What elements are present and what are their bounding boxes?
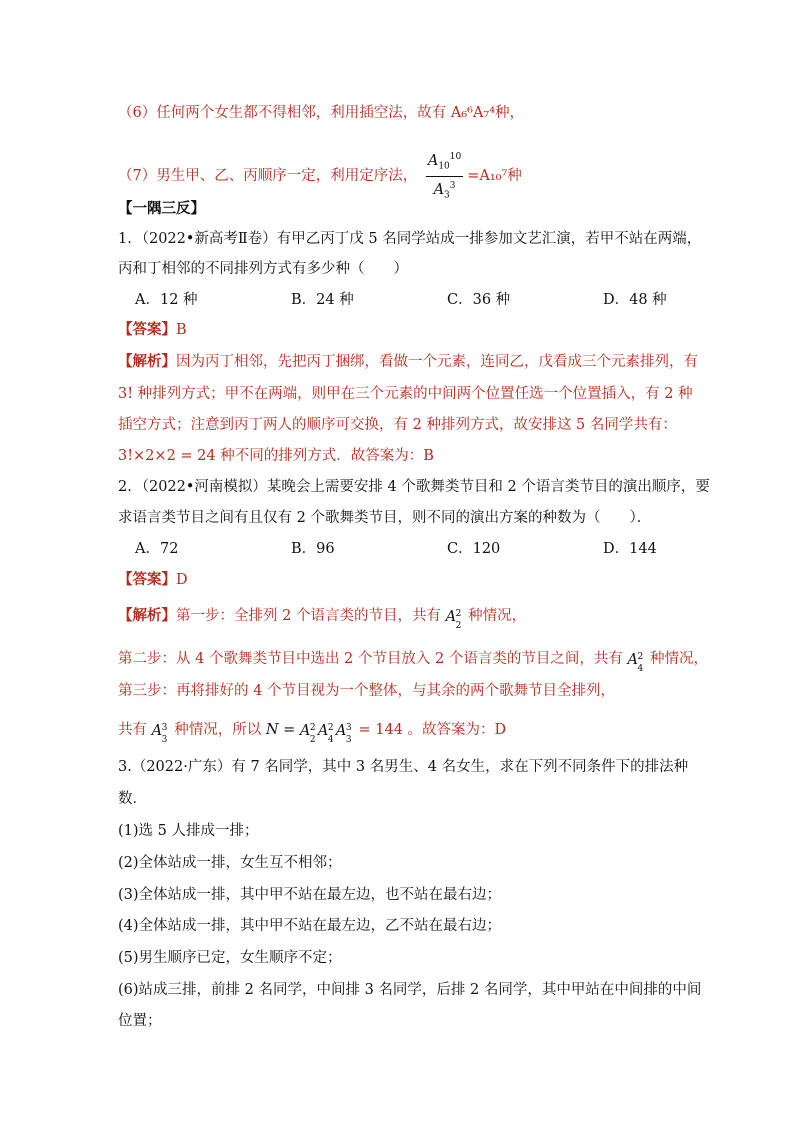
answer-label: 【答案】 bbox=[118, 321, 176, 338]
q1-option-d: D．48 种 bbox=[603, 292, 667, 308]
q3-item-6-cont: 位置； bbox=[118, 1013, 162, 1029]
q1-option-b: B．24 种 bbox=[291, 292, 354, 308]
fraction-denominator: $A_3^3$ bbox=[433, 180, 456, 201]
q3-item-5: (5)男生顺序已定，女生顺序不定； bbox=[118, 950, 342, 966]
q2-line-1: 2．（2022•河南模拟）某晚会上需要安排 4 个歌舞类节目和 2 个语言类节目的演出顺序，要 bbox=[118, 479, 710, 495]
q3-line-1: 3.（2022·广东）有 7 名同学，其中 3 名男生、4 名女生，求在下列不同条件下的排法种 bbox=[118, 759, 689, 775]
q1-analysis-2: 3! 种排列方式；甲不在两端，则甲在三个元素的中间两个位置任选一个位置插入，有 2 种 bbox=[118, 386, 693, 402]
analysis-label: 【解析】 bbox=[118, 353, 176, 370]
item-7-eq: =A₁₀⁷ bbox=[467, 168, 508, 185]
item-6 bbox=[118, 103, 524, 123]
q1-option-a: A．12 种 bbox=[135, 292, 198, 308]
q3-item-2: (2)全体站成一排，女生互不相邻； bbox=[118, 855, 342, 871]
q3-item-6: (6)站成三排，前排 2 名同学，中间排 3 名同学，后排 2 名同学，其中甲站在中间排的中间 bbox=[118, 982, 702, 998]
q2-line-2: 求语言类节目之间有且仅有 2 个歌舞类节目，则不同的演出方案的种数为（ ）． bbox=[118, 510, 652, 526]
q3-item-4: (4)全体站成一排，其中甲不站在最左边，乙不站在最右边； bbox=[118, 918, 502, 934]
q2-option-c: C．120 bbox=[447, 541, 501, 557]
section-title: 【一隅三反】 bbox=[118, 200, 205, 217]
q2-option-b: B．96 bbox=[291, 541, 335, 557]
q1-analysis-4: 3!×2×2 = 24 种不同的排列方式．故答案为：B bbox=[118, 448, 434, 464]
q1-line-1: 1．（2022•新高考Ⅱ卷）有甲乙丙丁戊 5 名同学站成一排参加文艺汇演，若甲不站在两端， bbox=[118, 231, 702, 247]
q3-item-3: (3)全体站成一排，其中甲不站在最左边，也不站在最右边； bbox=[118, 887, 502, 903]
item-7-text: （7）男生甲、乙、丙顺序一定，利用定序法， bbox=[118, 168, 418, 185]
q2-answer bbox=[118, 570, 188, 590]
item-6-suffix: 种， bbox=[495, 105, 525, 121]
answer-label: 【答案】 bbox=[118, 571, 176, 588]
item-7-suffix: 种 bbox=[507, 168, 522, 185]
item-7-fraction bbox=[426, 148, 463, 204]
q2-analysis-step-1: 【解析】第一步：全排列 2 个语言类的节目，共有 A 2 2 种情况， bbox=[118, 607, 527, 631]
q2-option-a: A．72 bbox=[135, 541, 179, 557]
item-6-text: （6）任何两个女生都不得相邻，利用插空法，故有 bbox=[118, 105, 451, 121]
q1-analysis-1: 【解析】因为丙丁相邻，先把丙丁捆绑，看做一个元素，连同乙，戊看成三个元素排列，有 bbox=[118, 353, 698, 370]
q3-line-2: 数． bbox=[118, 791, 147, 807]
q2-analysis-step-2: 第二步：从 4 个歌舞类节目中选出 2 个节目放入 2 个语言类的节目之间，共有 A 2 4 种情况， bbox=[118, 651, 709, 674]
analysis-label: 【解析】 bbox=[118, 607, 176, 624]
perm-a-2-2-b: A 2 2 bbox=[299, 723, 316, 745]
perm-a-4-2: A 2 4 bbox=[627, 652, 644, 674]
fraction-numerator: $A_{10}^{10}$ bbox=[426, 148, 463, 177]
item-6-formula: A₆⁶A₇⁴ bbox=[450, 105, 496, 121]
q3-item-1: (1)选 5 人排成一排； bbox=[118, 823, 259, 839]
perm-a-3-3-b: A 3 3 bbox=[335, 723, 352, 745]
q1-line-2: 丙和丁相邻的不同排列方式有多少种（ ） bbox=[118, 261, 408, 277]
perm-a-3-3: A 3 3 bbox=[151, 723, 168, 745]
item-7 bbox=[118, 148, 522, 204]
q2-analysis-step-3: 第三步：再将排好的 4 个节目视为一个整体，与其余的两个歌舞节目全排列， bbox=[118, 683, 615, 699]
answer-value: D bbox=[176, 572, 188, 588]
answer-value: B bbox=[176, 322, 187, 338]
q2-analysis-step-4: 共有 A 3 3 种情况，所以 N = A 2 2 A 2 4 A 3 3 = 144 。故答案为：D bbox=[118, 722, 507, 745]
q1-answer bbox=[118, 320, 187, 340]
q1-analysis-3: 插空方式；注意到丙丁两人的顺序可交换，有 2 种排列方式，故安排这 5 名同学共有： bbox=[118, 417, 677, 433]
q2-option-d: D．144 bbox=[603, 541, 657, 557]
perm-a-4-2-b: A 2 4 bbox=[317, 723, 334, 745]
perm-a-2-2: A 2 2 bbox=[445, 609, 462, 631]
q1-option-c: C．36 种 bbox=[447, 292, 511, 308]
